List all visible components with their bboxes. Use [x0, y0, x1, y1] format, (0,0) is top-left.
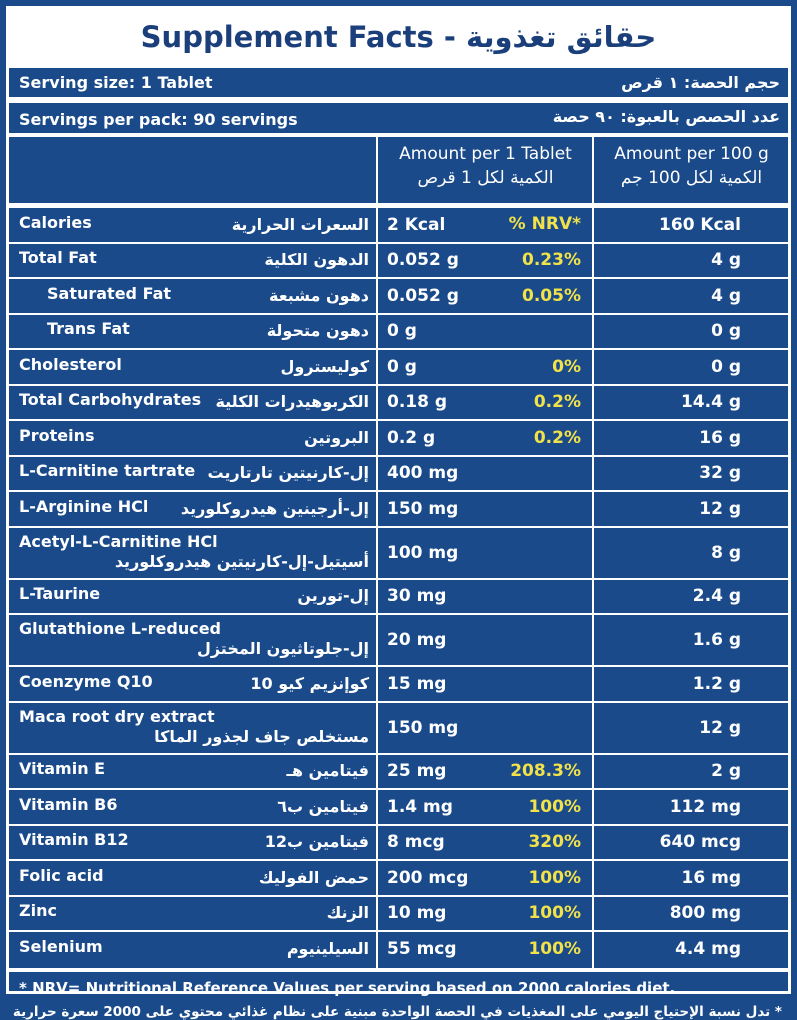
nutrient-name-en: Vitamin B6 [19, 794, 118, 814]
supplement-facts-panel [6, 6, 791, 1020]
nutrient-name-ar: دهون متحولة [266, 321, 369, 341]
nutrient-name-ar: مستخلص جاف لجذور الماكا [154, 726, 369, 746]
nutrient-name-ar: كوإنزيم كيو 10 [250, 673, 369, 693]
amount-per-100g: 4.4 mg [675, 938, 741, 959]
nutrient-name-ar: أسيتيل-إل-كارنيتين هيدروكلوريد [114, 551, 369, 571]
amount-per-100g: 640 mcg [659, 832, 741, 853]
amount-per-tablet: 55 mcg [387, 938, 457, 959]
row-divider [9, 526, 788, 528]
row-divider [9, 277, 788, 279]
nutrient-name-en: Maca root dry extract [19, 706, 215, 726]
header-per-tablet-en: Amount per 1 Tablet [399, 144, 572, 164]
amount-per-100g: 0 g [711, 321, 741, 342]
row-divider [9, 930, 788, 932]
nutrient-name-ar: فيتامين ب٦ [277, 796, 369, 816]
servings-per-pack-ar: عدد الحصص بالعبوة: ٩٠ حصة [552, 107, 780, 126]
amount-per-tablet: 25 mg [387, 761, 447, 782]
divider-pack [9, 133, 788, 137]
nutrient-name-ar: السعرات الحرارية [231, 214, 369, 234]
nutrient-name-ar: دهون مشبعة [268, 285, 369, 305]
row-divider [9, 895, 788, 897]
nutrient-name-ar: فيتامين ب12 [264, 832, 369, 852]
nutrient-name-en: Zinc [19, 901, 57, 921]
header-per-tablet-ar: الكمية لكل 1 قرص [417, 168, 554, 188]
nrv-percent: 0.23% [522, 250, 581, 271]
amount-per-100g: 800 mg [669, 903, 741, 924]
amount-per-tablet: 150 mg [387, 498, 459, 519]
nutrient-name-ar: السيلينيوم [286, 938, 369, 958]
row-divider [9, 348, 788, 350]
panel-title: Supplement Facts - حقائق تغذوية [9, 9, 788, 65]
nrv-percent: 208.3% [510, 761, 581, 782]
nutrient-name-en: Total Carbohydrates [19, 390, 202, 410]
footnote-en: * NRV= Nutritional Reference Values per serving based on 2000 calories diet. [19, 978, 676, 997]
nutrient-name-en: Acetyl-L-Carnitine HCl [19, 531, 218, 551]
nrv-percent: 100% [528, 796, 581, 817]
amount-per-tablet: 8 mcg [387, 832, 445, 853]
row-divider [9, 753, 788, 755]
amount-per-tablet: 20 mg [387, 630, 447, 650]
nutrient-name-ar: حمض الفوليك [258, 867, 369, 887]
amount-per-tablet: 0.052 g [387, 250, 459, 271]
amount-per-100g: 4 g [711, 285, 741, 306]
nutrient-name-en: Calories [19, 212, 92, 232]
row-divider [9, 613, 788, 615]
nrv-percent: 0% [552, 356, 581, 377]
nutrient-name-ar: إل-أرجينين هيدروكلوريد [180, 498, 369, 518]
row-divider [9, 578, 788, 580]
divider-title [9, 65, 788, 68]
amount-per-tablet: 0.2 g [387, 427, 436, 448]
nutrient-name-en: Total Fat [19, 248, 97, 268]
amount-per-tablet: 150 mg [387, 717, 459, 738]
amount-per-tablet: 1.4 mg [387, 796, 453, 817]
nutrient-name-en: Folic acid [19, 865, 104, 885]
amount-per-tablet: 2 Kcal [387, 214, 446, 235]
amount-per-100g: 12 g [699, 717, 741, 738]
nutrient-name-en: Coenzyme Q10 [19, 671, 153, 691]
nutrient-name-ar: إل-جلوتاثيون المختزل [196, 639, 369, 658]
nrv-percent: 320% [528, 832, 581, 853]
nutrient-name-ar: البروتين [304, 427, 369, 447]
nutrient-name-ar: الزنك [326, 903, 369, 923]
column-divider-1 [376, 137, 378, 968]
divider-header [9, 203, 788, 208]
nutrient-name-en: Proteins [19, 425, 95, 445]
row-divider [9, 859, 788, 861]
row-divider [9, 455, 788, 457]
nrv-percent: 0.2% [533, 427, 581, 448]
amount-per-100g: 2 g [711, 761, 741, 782]
nutrient-name-en: Cholesterol [19, 354, 122, 374]
nutrient-name-en: Glutathione L-reduced [19, 619, 221, 638]
nutrient-name-en: Vitamin E [19, 759, 106, 779]
divider-serving [9, 97, 788, 103]
row-divider [9, 490, 788, 492]
nutrient-name-en: L-Arginine HCl [19, 496, 149, 516]
row-divider [9, 384, 788, 386]
row-divider [9, 419, 788, 421]
amount-per-tablet: 10 mg [387, 903, 447, 924]
amount-per-tablet: 0.18 g [387, 392, 448, 413]
nutrient-name-en: L-Taurine [19, 584, 101, 604]
amount-per-100g: 16 mg [681, 867, 741, 888]
nutrient-name-en: Selenium [19, 936, 103, 956]
amount-per-100g: 14.4 g [680, 392, 741, 413]
nutrient-name-ar: كوليسترول [280, 356, 369, 376]
nrv-percent: 100% [528, 867, 581, 888]
amount-per-100g: 16 g [699, 427, 741, 448]
column-divider-2 [592, 137, 594, 968]
row-divider [9, 824, 788, 826]
nutrient-name-ar: الدهون الكلية [264, 250, 369, 270]
header-per-100g-ar: الكمية لكل 100 جم [620, 168, 763, 188]
nrv-header: % NRV* [508, 213, 581, 234]
amount-per-tablet: 30 mg [387, 586, 447, 607]
amount-per-100g: 1.2 g [692, 673, 741, 694]
amount-per-100g: 160 Kcal [659, 214, 741, 235]
nutrient-name-ar: إل-كارنيتين تارتاريت [207, 463, 369, 483]
nrv-percent: 100% [528, 903, 581, 924]
amount-per-100g: 2.4 g [692, 586, 741, 607]
amount-per-tablet: 400 mg [387, 463, 459, 484]
serving-size-ar: حجم الحصة: ١ قرص [621, 73, 780, 92]
nutrient-name-en: Trans Fat [47, 319, 130, 339]
amount-per-tablet: 100 mg [387, 542, 459, 563]
amount-per-100g: 32 g [699, 463, 741, 484]
nutrient-name-ar: فيتامين هـ [286, 761, 369, 781]
amount-per-tablet: 0.052 g [387, 285, 459, 306]
amount-per-tablet: 200 mcg [387, 867, 469, 888]
row-divider [9, 788, 788, 790]
nutrient-name-ar: الكربوهيدرات الكلية [215, 392, 369, 412]
amount-per-100g: 4 g [711, 250, 741, 271]
nutrient-name-ar: إل-تورين [297, 586, 369, 606]
divider-footer [9, 968, 788, 972]
nrv-percent: 0.2% [533, 392, 581, 413]
row-divider [9, 242, 788, 244]
serving-size-en: Serving size: 1 Tablet [19, 73, 213, 92]
amount-per-100g: 12 g [699, 498, 741, 519]
amount-per-100g: 0 g [711, 356, 741, 377]
nutrient-name-en: Saturated Fat [47, 283, 172, 303]
row-divider [9, 313, 788, 315]
amount-per-tablet: 15 mg [387, 673, 447, 694]
amount-per-100g: 112 mg [669, 796, 741, 817]
nutrient-name-en: L-Carnitine tartrate [19, 461, 196, 481]
header-per-100g-en: Amount per 100 g [614, 144, 769, 164]
row-divider [9, 665, 788, 667]
servings-per-pack-en: Servings per pack: 90 servings [19, 110, 298, 129]
footnote-ar: * تدل نسبة الإحتياج اليومي على المغذيات في الحصة الواحدة مبنية على نظام غذائي محتوي على 2000 سعرة حرارية [12, 1003, 782, 1020]
nrv-percent: 100% [528, 938, 581, 959]
amount-per-tablet: 0 g [387, 321, 417, 342]
row-divider [9, 701, 788, 703]
nrv-percent: 0.05% [522, 285, 581, 306]
nutrient-name-en: Vitamin B12 [19, 830, 129, 850]
amount-per-100g: 1.6 g [692, 630, 741, 650]
amount-per-100g: 8 g [711, 542, 741, 563]
amount-per-tablet: 0 g [387, 356, 417, 377]
